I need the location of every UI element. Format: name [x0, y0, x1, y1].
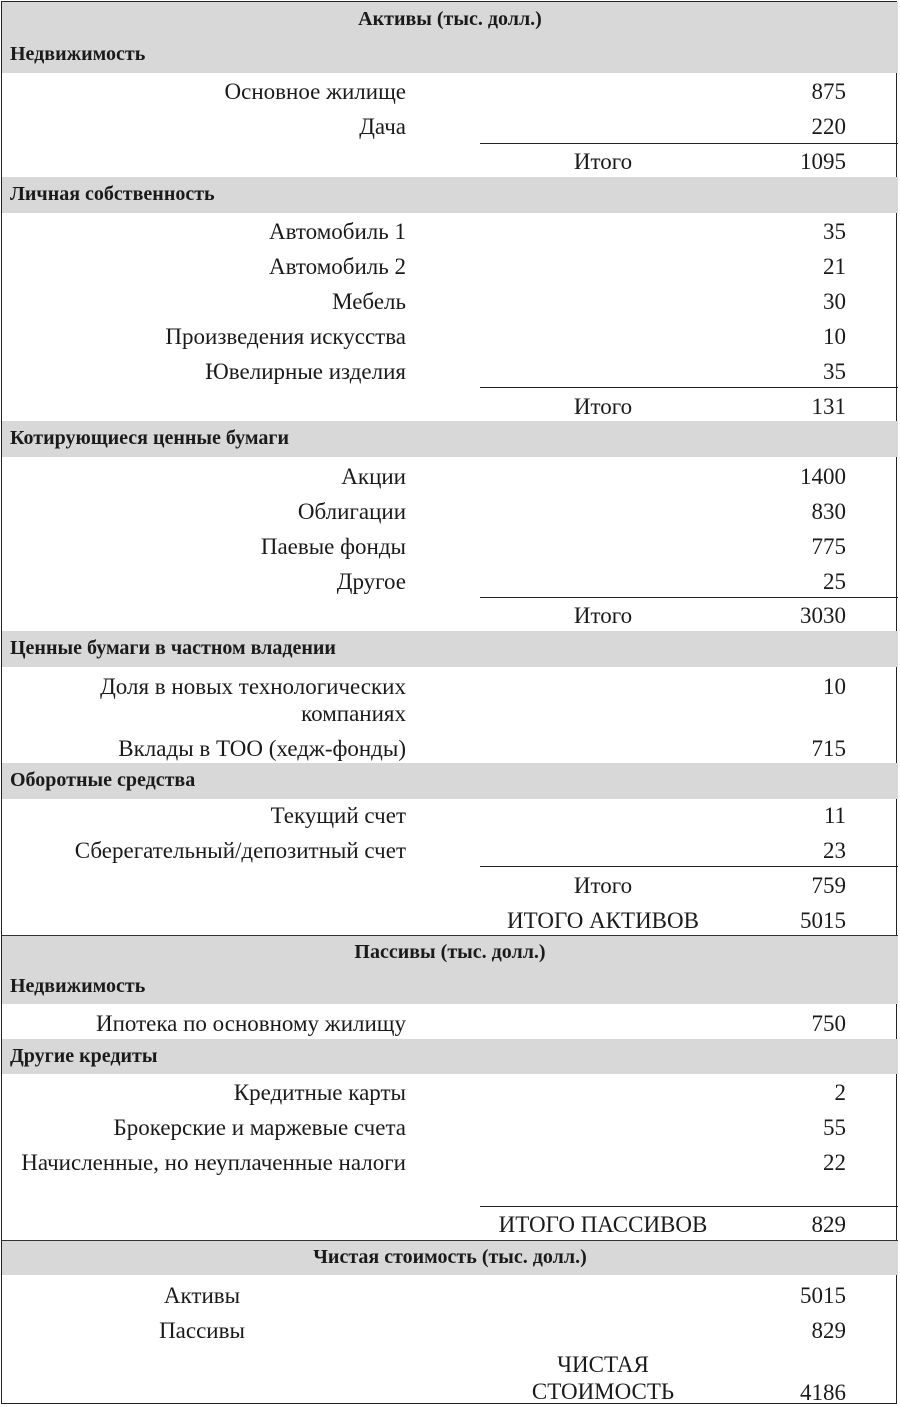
liab-real-estate-header: Недвижимость — [10, 975, 146, 998]
row-label: Брокерские и маржевые счета — [113, 1115, 406, 1140]
assets-title: Активы (тыс. долл.) — [358, 7, 542, 30]
section-header — [2, 970, 898, 1004]
row-value: 10 — [823, 674, 846, 699]
subtotal-value: 3030 — [800, 603, 846, 628]
row-label: Начисленные, но неуплаченные налоги — [21, 1150, 406, 1175]
private-securities-header: Ценные бумаги в частном владении — [10, 637, 336, 660]
subtotal-rule — [480, 1206, 898, 1207]
liabilities-total-label: ИТОГО ПАССИВОВ — [498, 1212, 708, 1237]
net-worth-label: ЧИСТАЯ СТОИМОСТЬ — [531, 1352, 675, 1404]
row-value: 715 — [811, 736, 846, 761]
section-header — [2, 177, 898, 213]
row-value: 750 — [811, 1011, 846, 1036]
nw-assets-label: Активы — [163, 1283, 241, 1308]
row-label: Кредитные карты — [233, 1080, 406, 1105]
net-worth-value: 4186 — [800, 1380, 846, 1405]
subtotal-label: Итого — [573, 394, 633, 419]
liabilities-total-value: 829 — [811, 1212, 846, 1237]
subtotal-value: 1095 — [800, 149, 846, 174]
liabilities-title: Пассивы (тыс. долл.) — [354, 941, 546, 964]
nw-liabilities-label: Пассивы — [159, 1318, 245, 1343]
row-label: Текущий счет — [270, 803, 406, 828]
row-label: Автомобиль 1 — [269, 219, 406, 244]
section-header — [2, 421, 898, 457]
row-value: 30 — [823, 289, 846, 314]
section-header — [2, 37, 898, 73]
row-label: Основное жилище — [224, 79, 406, 104]
row-value: 775 — [811, 534, 846, 559]
row-value: 11 — [823, 803, 846, 828]
row-value: 25 — [823, 569, 846, 594]
row-label: Паевые фонды — [260, 534, 406, 559]
real-estate-header: Недвижимость — [10, 43, 146, 66]
row-label: Ипотека по основному жилищу — [95, 1011, 406, 1036]
net-worth-title-band — [2, 1240, 898, 1275]
row-label: Другое — [336, 569, 406, 594]
row-label: Сберегательный/депозитный счет — [74, 838, 406, 863]
assets-total-label: ИТОГО АКТИВОВ — [507, 908, 699, 933]
row-label: Доля в новых технологических компаниях — [100, 674, 406, 726]
row-value: 55 — [823, 1115, 846, 1140]
nw-assets-value: 5015 — [800, 1283, 846, 1308]
section-header — [2, 763, 898, 799]
row-label: Облигации — [297, 499, 406, 524]
row-value: 10 — [823, 324, 846, 349]
row-value: 23 — [823, 838, 846, 863]
assets-total-value: 5015 — [800, 908, 846, 933]
row-label: Произведения искусства — [165, 324, 406, 349]
nw-liabilities-value: 829 — [811, 1318, 846, 1343]
row-label: Мебель — [332, 289, 406, 314]
row-value: 2 — [834, 1080, 846, 1105]
row-label: Акции — [341, 464, 406, 489]
net-worth-title: Чистая стоимость (тыс. долл.) — [313, 1246, 587, 1269]
row-label: Вклады в ТОО (хедж-фонды) — [118, 736, 406, 761]
row-label: Автомобиль 2 — [269, 254, 406, 279]
subtotal-label: Итого — [573, 873, 633, 898]
assets-title-band — [2, 2, 898, 37]
row-value: 830 — [811, 499, 846, 524]
personal-property-header: Личная собственность — [10, 183, 215, 206]
subtotal-value: 131 — [811, 394, 846, 419]
row-value: 220 — [811, 114, 846, 139]
row-value: 35 — [823, 359, 846, 384]
row-value: 875 — [811, 79, 846, 104]
section-header — [2, 631, 898, 667]
listed-securities-header: Котирующиеся ценные бумаги — [10, 427, 289, 450]
subtotal-value: 759 — [811, 873, 846, 898]
subtotal-rule — [480, 866, 898, 867]
subtotal-rule — [480, 143, 898, 144]
balance-sheet-table — [1, 1, 897, 1404]
section-header — [2, 1039, 898, 1074]
row-value: 1400 — [800, 464, 846, 489]
row-label: Дача — [359, 114, 406, 139]
row-value: 35 — [823, 219, 846, 244]
row-value: 22 — [823, 1150, 846, 1175]
row-label: Ювелирные изделия — [205, 359, 406, 384]
row-value: 21 — [823, 254, 846, 279]
current-assets-header: Оборотные средства — [10, 769, 196, 792]
subtotal-label: Итого — [573, 149, 633, 174]
other-loans-header: Другие кредиты — [10, 1044, 158, 1067]
subtotal-rule — [480, 597, 898, 598]
liabilities-title-band — [2, 935, 898, 970]
subtotal-rule — [480, 387, 898, 388]
subtotal-label: Итого — [573, 603, 633, 628]
